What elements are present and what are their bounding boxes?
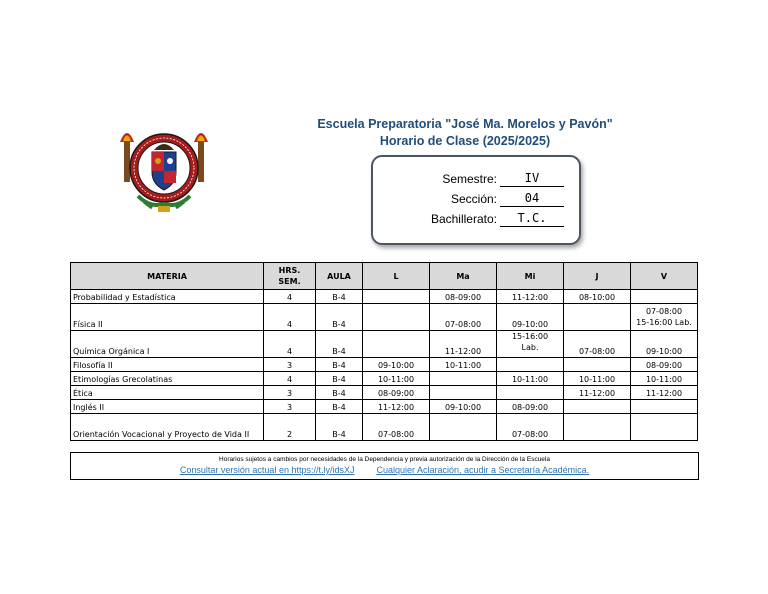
cell-aula: B-4 (316, 400, 363, 414)
cell-j: 10-11:00 (564, 372, 631, 386)
semestre-label: Semestre: (442, 172, 497, 186)
cell-j (564, 304, 631, 331)
cell-ma: 11-12:00 (430, 331, 497, 358)
cell-materia: Inglés II (71, 400, 264, 414)
cell-ma: 07-08:00 (430, 304, 497, 331)
semestre-row (373, 170, 579, 188)
table-row (71, 290, 698, 304)
cell-l: 11-12:00 (363, 400, 430, 414)
header-v: V (631, 263, 698, 290)
cell-materia: Química Orgánica I (71, 331, 264, 358)
cell-ma: 10-11:00 (430, 358, 497, 372)
school-title: Escuela Preparatoria "José Ma. Morelos y Pavón" (317, 117, 613, 131)
bachillerato-row (373, 210, 579, 228)
cell-aula: B-4 (316, 331, 363, 358)
cell-mi: 08-09:00 (497, 400, 564, 414)
table-row (71, 400, 698, 414)
cell-ma (430, 386, 497, 400)
cell-ma: 09-10:00 (430, 400, 497, 414)
cell-ma (430, 372, 497, 386)
cell-aula: B-4 (316, 386, 363, 400)
bachillerato-value: T.C. (500, 210, 564, 227)
cell-j (564, 358, 631, 372)
cell-materia: Filosofía II (71, 358, 264, 372)
cell-j: 11-12:00 (564, 386, 631, 400)
semestre-value: IV (500, 170, 564, 187)
footer-box (70, 452, 699, 480)
table-header-row (71, 263, 698, 290)
cell-materia: Física II (71, 304, 264, 331)
university-seal-icon (108, 122, 220, 222)
cell-j (564, 414, 631, 441)
cell-mi (497, 358, 564, 372)
header-hrs: HRS. (278, 266, 301, 275)
cell-l: 10-11:00 (363, 372, 430, 386)
cell-hrs: 3 (264, 386, 316, 400)
table-row (71, 414, 698, 441)
schedule-table (70, 262, 698, 441)
header-aula: AULA (316, 263, 363, 290)
cell-l (363, 331, 430, 358)
cell-l: 07-08:00 (363, 414, 430, 441)
cell-mi (497, 386, 564, 400)
cell-aula: B-4 (316, 414, 363, 441)
header-ma: Ma (430, 263, 497, 290)
contact-link[interactable]: Cualquier Aclaración, acudir a Secretaría Académica. (376, 465, 590, 475)
header-materia: MATERIA (71, 263, 264, 290)
cell-mi-line1: 15-16:00 (511, 332, 549, 341)
cell-v: 11-12:00 (631, 386, 698, 400)
table-row (71, 331, 698, 358)
footer-links (71, 464, 698, 476)
cell-ma (430, 414, 497, 441)
cell-materia: Orientación Vocacional y Proyecto de Vida II (71, 414, 264, 441)
cell-v (631, 290, 698, 304)
cell-materia: Etimologías Grecolatinas (71, 372, 264, 386)
cell-v (631, 304, 698, 331)
seccion-value: 04 (500, 190, 564, 207)
cell-hrs: 4 (264, 372, 316, 386)
cell-l: 08-09:00 (363, 386, 430, 400)
header-l: L (363, 263, 430, 290)
cell-aula: B-4 (316, 372, 363, 386)
table-row (71, 358, 698, 372)
cell-j (564, 400, 631, 414)
cell-v: 08-09:00 (631, 358, 698, 372)
header-sem: SEM. (278, 277, 301, 286)
cell-v: 10-11:00 (631, 372, 698, 386)
cell-j: 07-08:00 (564, 331, 631, 358)
table-row (71, 304, 698, 331)
cell-hrs: 4 (264, 290, 316, 304)
cell-mi (497, 331, 564, 358)
cell-hrs: 2 (264, 414, 316, 441)
cell-aula: B-4 (316, 304, 363, 331)
schedule-title: Horario de Clase (2025/2025) (379, 134, 551, 148)
info-box (371, 155, 581, 245)
cell-mi: 10-11:00 (497, 372, 564, 386)
cell-v-line2: 15-16:00 Lab. (636, 318, 692, 327)
cell-mi: 11-12:00 (497, 290, 564, 304)
seccion-label: Sección: (450, 192, 497, 206)
cell-l: 09-10:00 (363, 358, 430, 372)
version-link[interactable]: Consultar versión actual en https://t.ly/idsXJ (179, 465, 355, 475)
cell-v (631, 400, 698, 414)
footer-notice: Horarios sujetos a cambios por necesidades de la Dependencia y previa autorización de la Dirección de la Escuela (219, 456, 550, 463)
table-row (71, 372, 698, 386)
cell-mi-line2: Lab. (521, 343, 539, 352)
cell-hrs: 4 (264, 331, 316, 358)
seccion-row (373, 190, 579, 208)
header-hrs-sem (264, 263, 316, 290)
cell-l (363, 290, 430, 304)
table-row (71, 386, 698, 400)
cell-mi: 07-08:00 (497, 414, 564, 441)
cell-l (363, 304, 430, 331)
cell-aula: B-4 (316, 290, 363, 304)
header-j: J (564, 263, 631, 290)
cell-v-line1: 07-08:00 (645, 307, 683, 316)
cell-hrs: 4 (264, 304, 316, 331)
cell-mi: 09-10:00 (497, 304, 564, 331)
cell-materia: Probabilidad y Estadística (71, 290, 264, 304)
cell-aula: B-4 (316, 358, 363, 372)
bachillerato-label: Bachillerato: (430, 212, 497, 226)
cell-hrs: 3 (264, 400, 316, 414)
cell-ma: 08-09:00 (430, 290, 497, 304)
cell-v (631, 414, 698, 441)
cell-j: 08-10:00 (564, 290, 631, 304)
header-mi: Mi (497, 263, 564, 290)
cell-v: 09-10:00 (631, 331, 698, 358)
cell-materia: Ética (71, 386, 264, 400)
cell-hrs: 3 (264, 358, 316, 372)
